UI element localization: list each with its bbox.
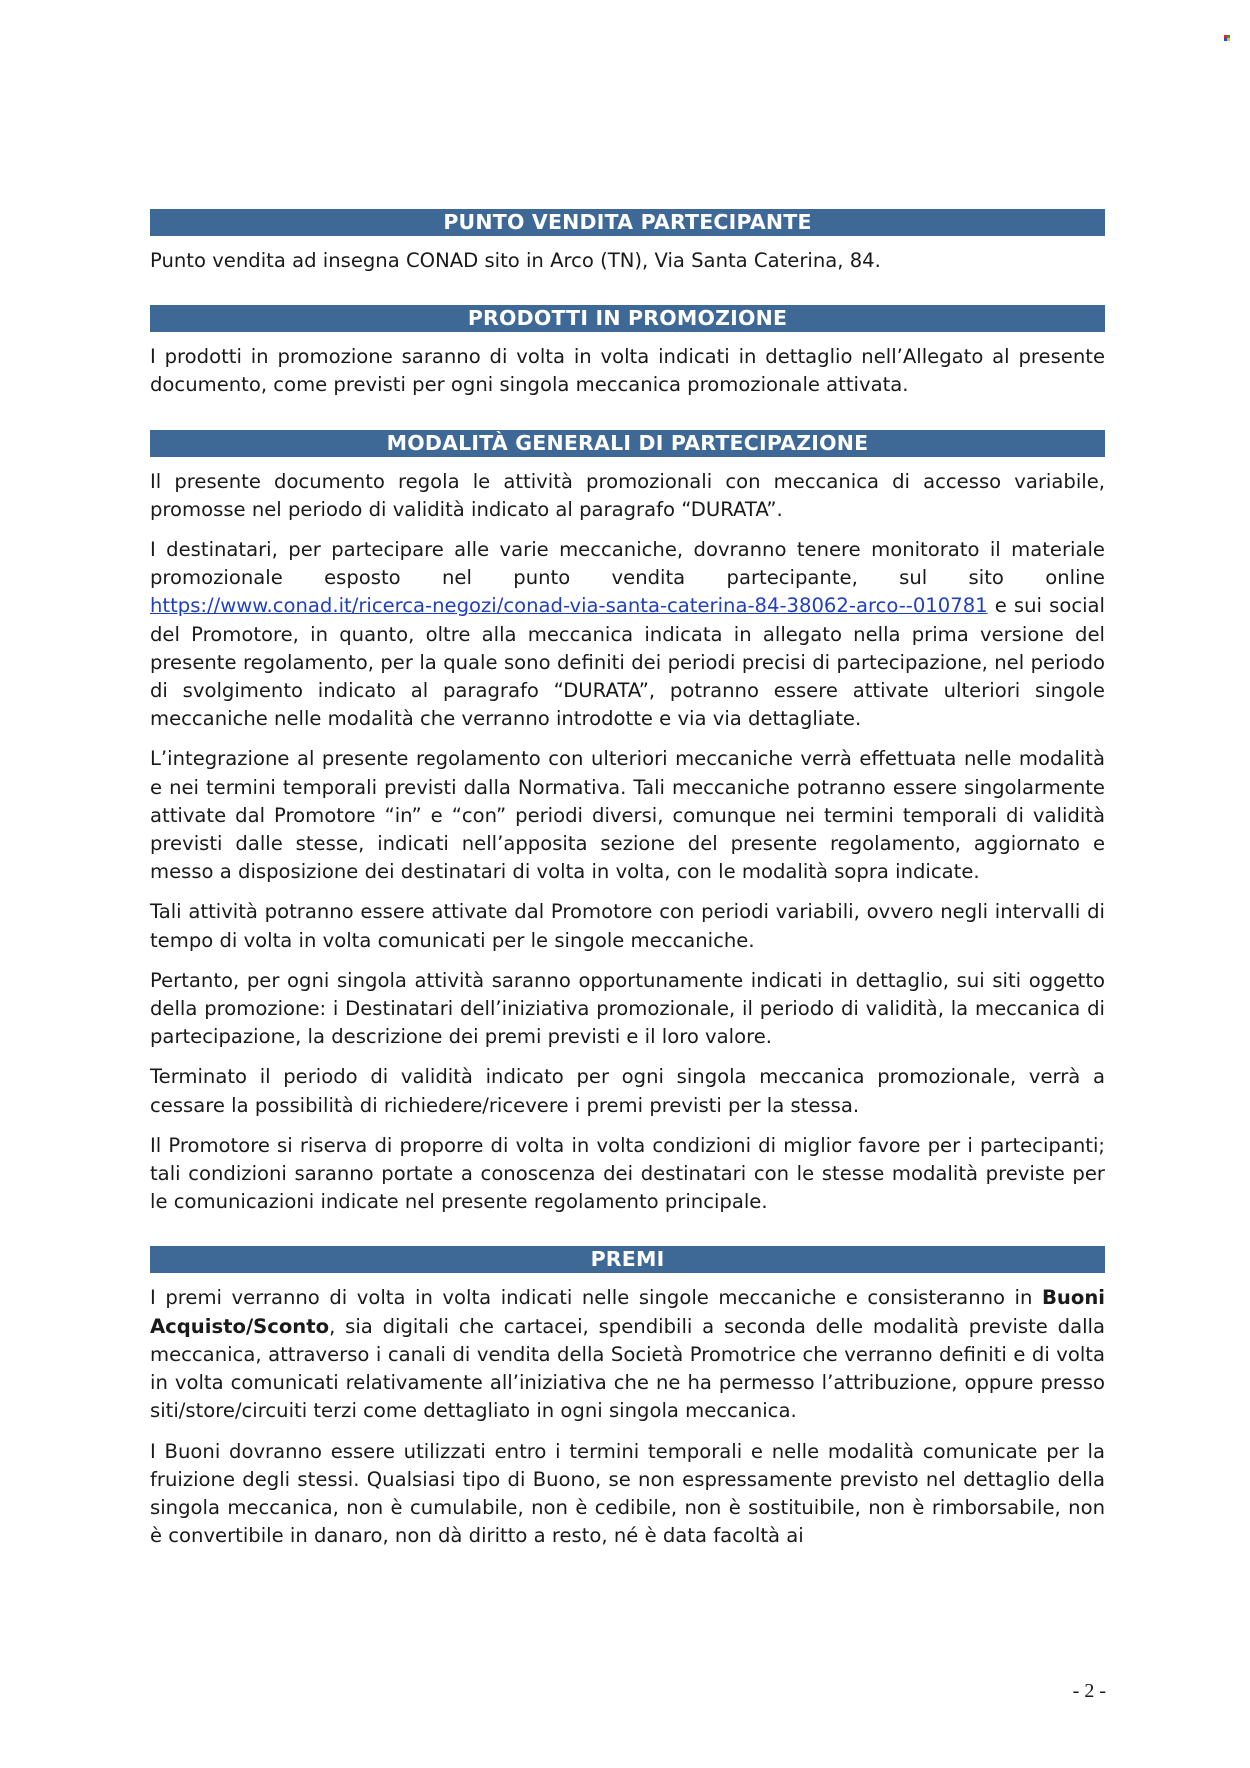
section-header-prodotti: PRODOTTI IN PROMOZIONE <box>150 305 1105 332</box>
corner-color-mark <box>1224 35 1231 42</box>
modalita-paragraph-4: Tali attività potranno essere attivate dal Promotore con periodi variabili, ovvero negli intervalli di tempo di volta in volta comunicati per le singole meccaniche. <box>150 900 1105 952</box>
modalita-paragraph-3: L’integrazione al presente regolamento con ulteriori meccaniche verrà effettuata nelle modalità e nei termini temporali previsti dalla Normativa. Tali meccaniche potranno essere singolarmente attivate dal Promotore “in” e “con” periodi diversi, comunque nei termini temporali di validità previsti dalle stesse, indicati nell’apposita sezione del presente regolamento, aggiornato e messo a disposizione dei destinatari di volta in volta, con le modalità sopra indicate. <box>150 747 1105 884</box>
page-number: - 2 - <box>1072 1680 1106 1702</box>
modalita-paragraph-2-start: I destinatari, per partecipare alle varie meccaniche, dovranno tenere monitorato il materiale promozionale esposto nel punto vendita partecipante, sul sito online <box>150 538 1105 590</box>
conad-store-link[interactable]: https://www.conad.it/ricerca-negozi/conad-via-santa-caterina-84-38062-arco--010781 <box>150 594 988 618</box>
section-header-punto-vendita: PUNTO VENDITA PARTECIPANTE <box>150 209 1105 236</box>
premi-buoni-bold: Buoni Acquisto/Sconto <box>150 1286 1105 1338</box>
section-header-premi: PREMI <box>150 1246 1105 1273</box>
modalita-paragraph-7: Il Promotore si riserva di proporre di volta in volta condizioni di miglior favore per i partecipanti; tali condizioni saranno portate a conoscenza dei destinatari con le stesse modalità previste per le comunicazioni indicate nel presente regolamento principale. <box>150 1133 1105 1214</box>
modalita-paragraph-1: Il presente documento regola le attività promozionali con meccanica di accesso variabile, promosse nel periodo di validità indicato al paragrafo “DURATA”. <box>150 469 1105 521</box>
modalita-paragraph-2-end: e sui social del Promotore, in quanto, oltre alla meccanica indicata in allegato nella prima versione del presente regolamento, per la quale sono definiti dei periodi precisi di partecipazione, nel periodo di svolgimento indicato al paragrafo “DURATA”, potranno essere attivate ulteriori singole meccaniche nelle modalità che verranno introdotte e via via dettagliate. <box>150 594 1105 731</box>
prodotti-text: I prodotti in promozione saranno di volta in volta indicati in dettaglio nell’Allegato al presente documento, come previsti per ogni singola meccanica promozionale attivata. <box>150 345 1105 397</box>
modalita-paragraph-6: Terminato il periodo di validità indicato per ogni singola meccanica promozionale, verrà a cessare la possibilità di richiedere/ricevere i premi previsti per la stessa. <box>150 1065 1105 1117</box>
modalita-paragraph-5: Pertanto, per ogni singola attività saranno opportunamente indicati in dettaglio, sui siti oggetto della promozione: i Destinatari dell’iniziativa promozionale, il periodo di validità, la meccanica di partecipazione, la descrizione dei premi previsti e il loro valore. <box>150 968 1105 1049</box>
premi-paragraph-1 <box>150 1284 1105 1425</box>
premi-paragraph-1-start: I premi verranno di volta in volta indicati nelle singole meccaniche e consisteranno in <box>150 1286 1042 1310</box>
punto-vendita-text: Punto vendita ad insegna CONAD sito in Arco (TN), Via Santa Caterina, 84. <box>150 249 881 272</box>
section-header-modalita: MODALITÀ GENERALI DI PARTECIPAZIONE <box>150 430 1105 457</box>
modalita-paragraph-2 <box>150 536 1105 733</box>
premi-paragraph-1-end: , sia digitali che cartacei, spendibili a seconda delle modalità previste dalla meccanica, attraverso i canali di vendita della Società Promotrice che verranno definiti e di volta in volta comunicati relativamente all’iniziativa che ne ha permesso l’attribuzione, oppure presso siti/store/circuiti terzi come dettagliato in ogni singola meccanica. <box>150 1314 1105 1423</box>
document-body <box>150 209 1105 1550</box>
premi-paragraph-2: I Buoni dovranno essere utilizzati entro i termini temporali e nelle modalità comunicate per la fruizione degli stessi. Qualsiasi tipo di Buono, se non espressamente previsto nel dettaglio della singola meccanica, non è cumulabile, non è cedibile, non è sostituibile, non è rimborsabile, non è convertibile in danaro, non dà diritto a resto, né è data facoltà ai <box>150 1439 1105 1548</box>
